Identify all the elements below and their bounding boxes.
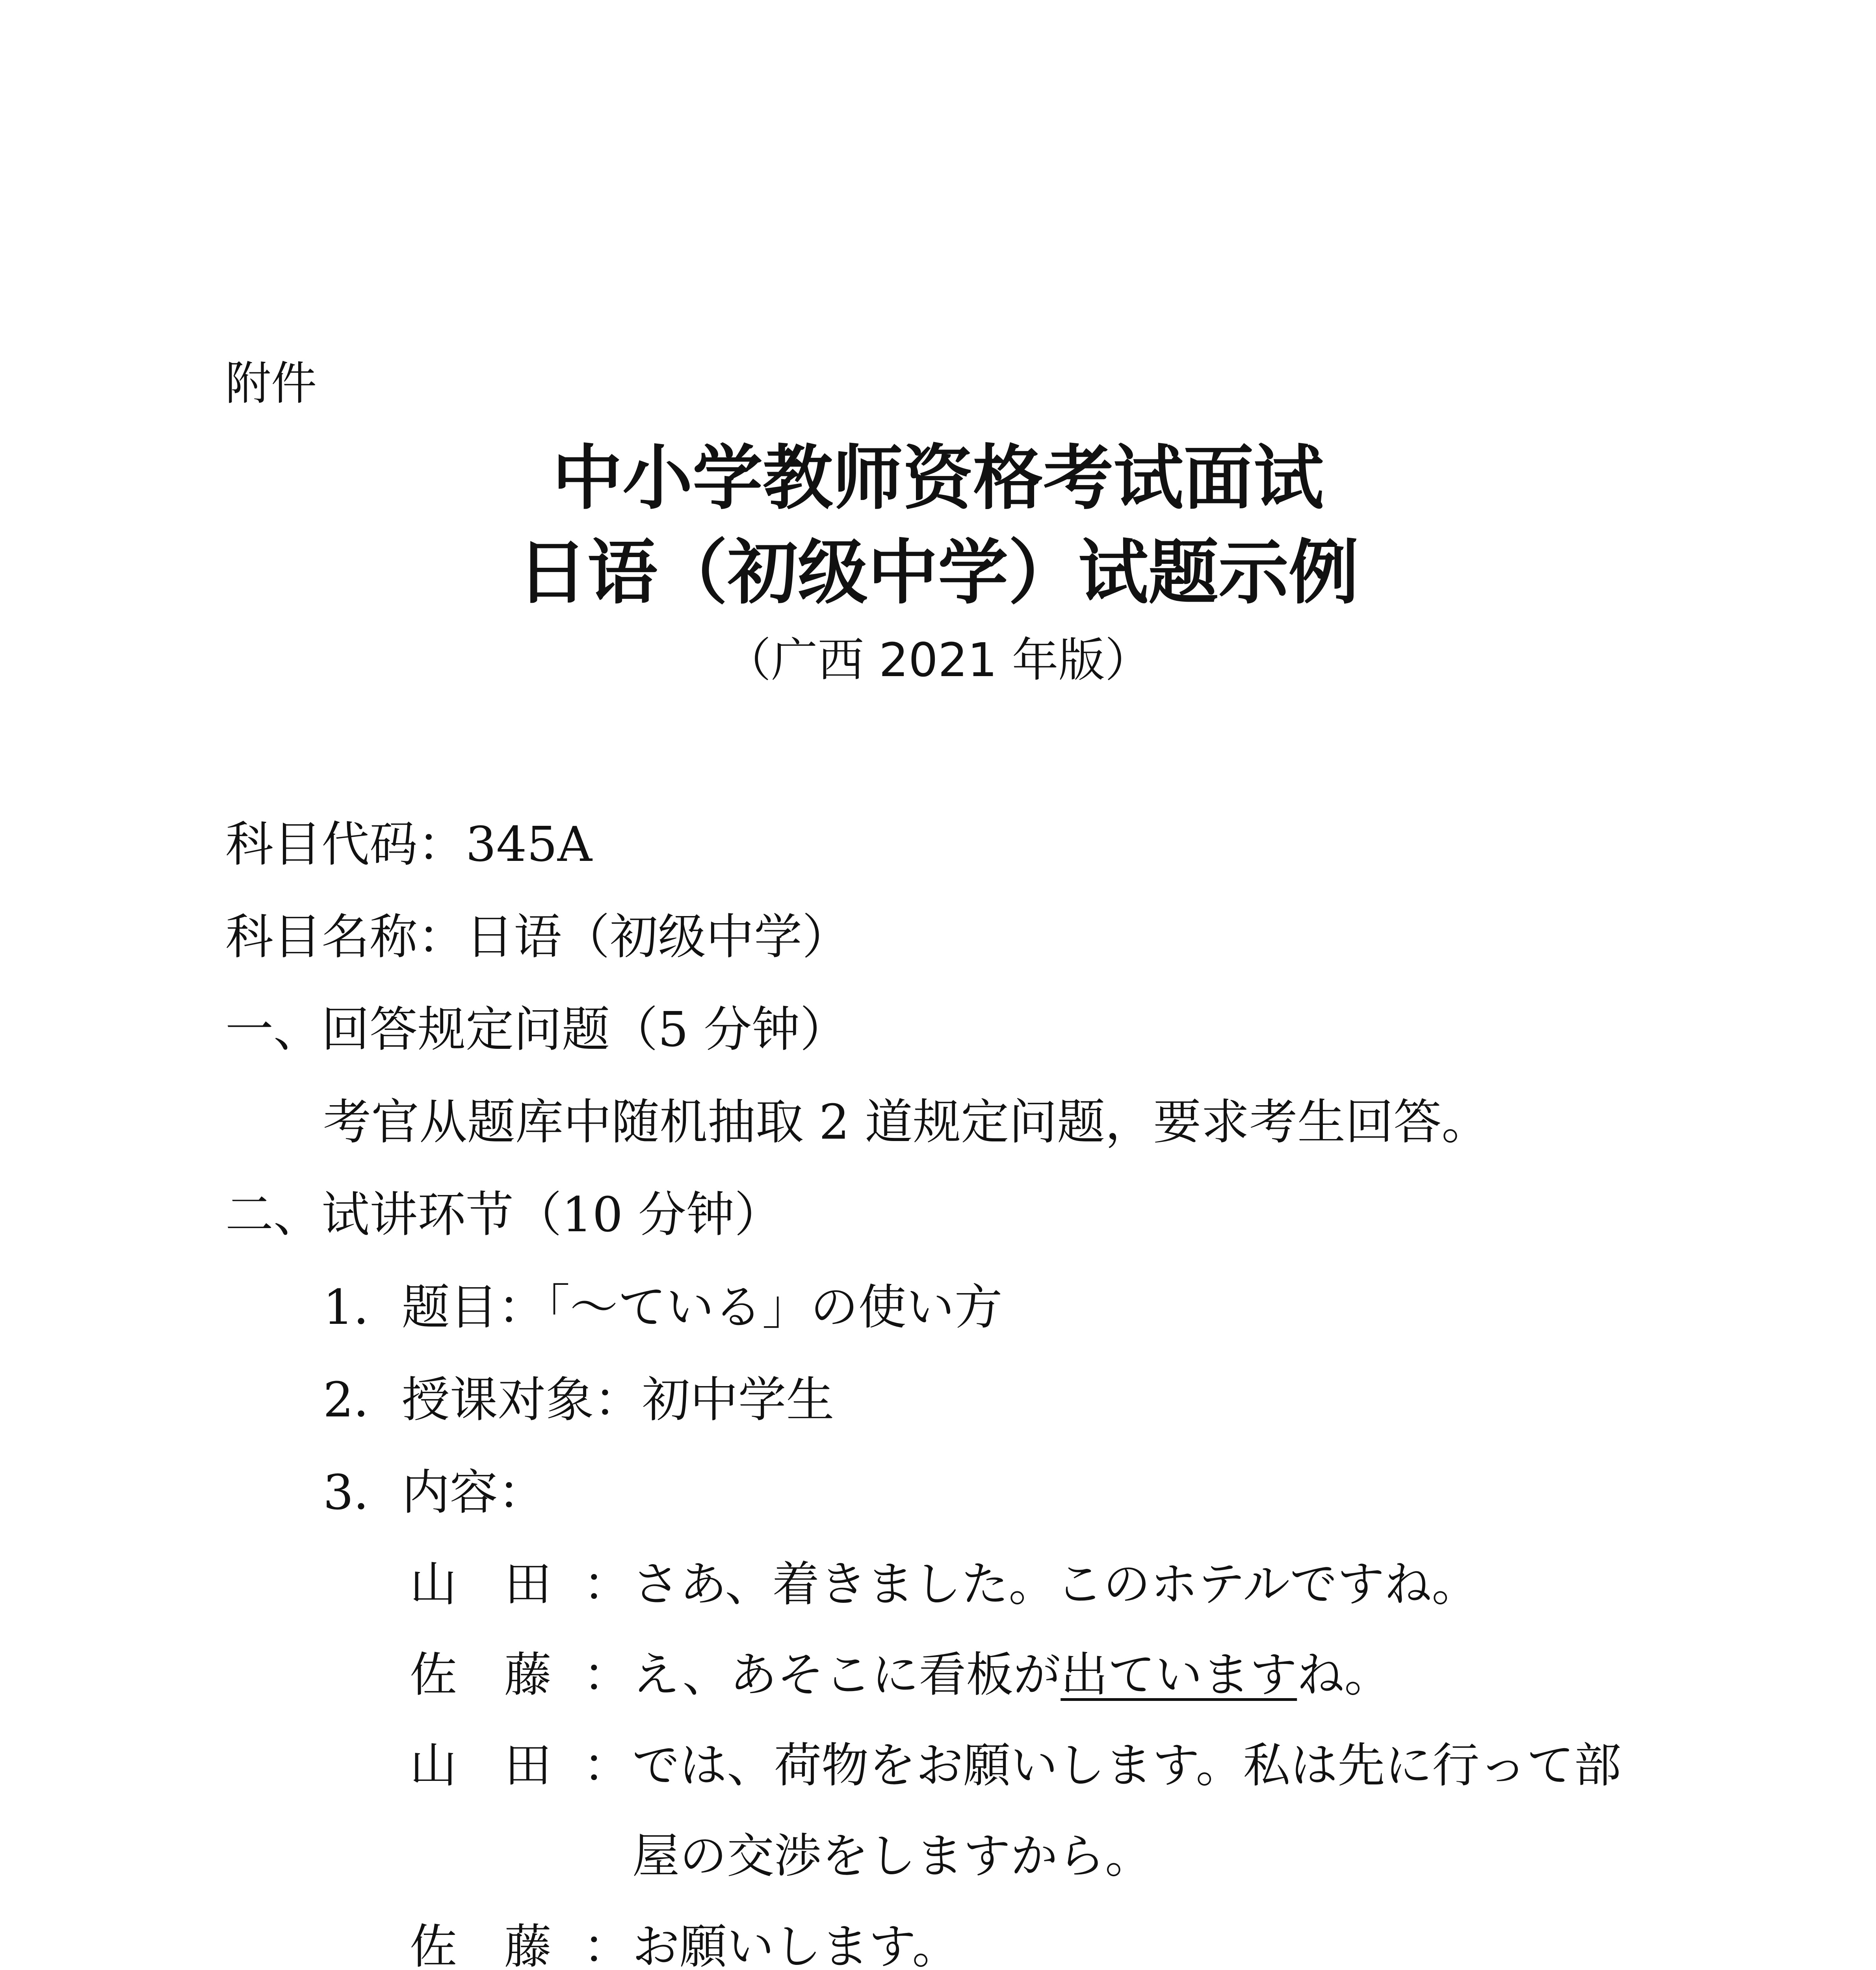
section2-item-content: 3．内容： bbox=[323, 1464, 546, 1520]
subject-code: 科目代码：345A bbox=[225, 816, 592, 872]
dialogue-text-before: え、あそこに看板が bbox=[632, 1648, 1061, 1702]
dialogue-line: さあ、着きました。このホテルですね。 bbox=[632, 1557, 1479, 1612]
section2-item-audience: 2．授课对象：初中学生 bbox=[323, 1372, 834, 1428]
page-subtitle: 日语（初级中学）试题示例 bbox=[517, 531, 1359, 613]
attachment-label: 附件 bbox=[225, 357, 317, 410]
page-title: 中小学教师资格考试面试 bbox=[552, 437, 1324, 519]
dialogue-speaker: 山 田 bbox=[410, 1557, 552, 1612]
dialogue-line-continued: 屋の交渉をしますから。 bbox=[632, 1829, 1152, 1884]
dialogue-colon: ： bbox=[583, 1648, 630, 1702]
dialogue-speaker: 山 田 bbox=[410, 1738, 552, 1793]
dialogue-speaker: 佐 藤 bbox=[410, 1920, 552, 1970]
dialogue-line: お願いします。 bbox=[632, 1920, 960, 1970]
dialogue-line bbox=[632, 1637, 1391, 1705]
dialogue-colon: ： bbox=[583, 1738, 630, 1793]
dialogue-line: では、荷物をお願いします。私は先に行って部 bbox=[632, 1738, 1622, 1793]
dialogue-colon: ： bbox=[583, 1557, 630, 1612]
edition-label: （广西 2021 年版） bbox=[724, 633, 1152, 687]
section2-item-topic: 1．题目：「～ている」の使い方 bbox=[323, 1279, 1003, 1335]
dialogue-colon: ： bbox=[583, 1920, 630, 1970]
subject-name: 科目名称：日语（初级中学） bbox=[225, 909, 850, 965]
section1-heading: 一、回答规定问题（5 分钟） bbox=[225, 1002, 848, 1057]
dialogue-speaker: 佐 藤 bbox=[410, 1648, 552, 1702]
dialogue-text-after: ね。 bbox=[1297, 1648, 1392, 1702]
section2-heading: 二、试讲环节（10 分钟） bbox=[225, 1187, 783, 1243]
underlined-target-phrase: 出ています bbox=[1061, 1648, 1297, 1702]
section1-text: 考官从题库中随机抽取 2 道规定问题，要求考生回答。 bbox=[323, 1094, 1490, 1150]
